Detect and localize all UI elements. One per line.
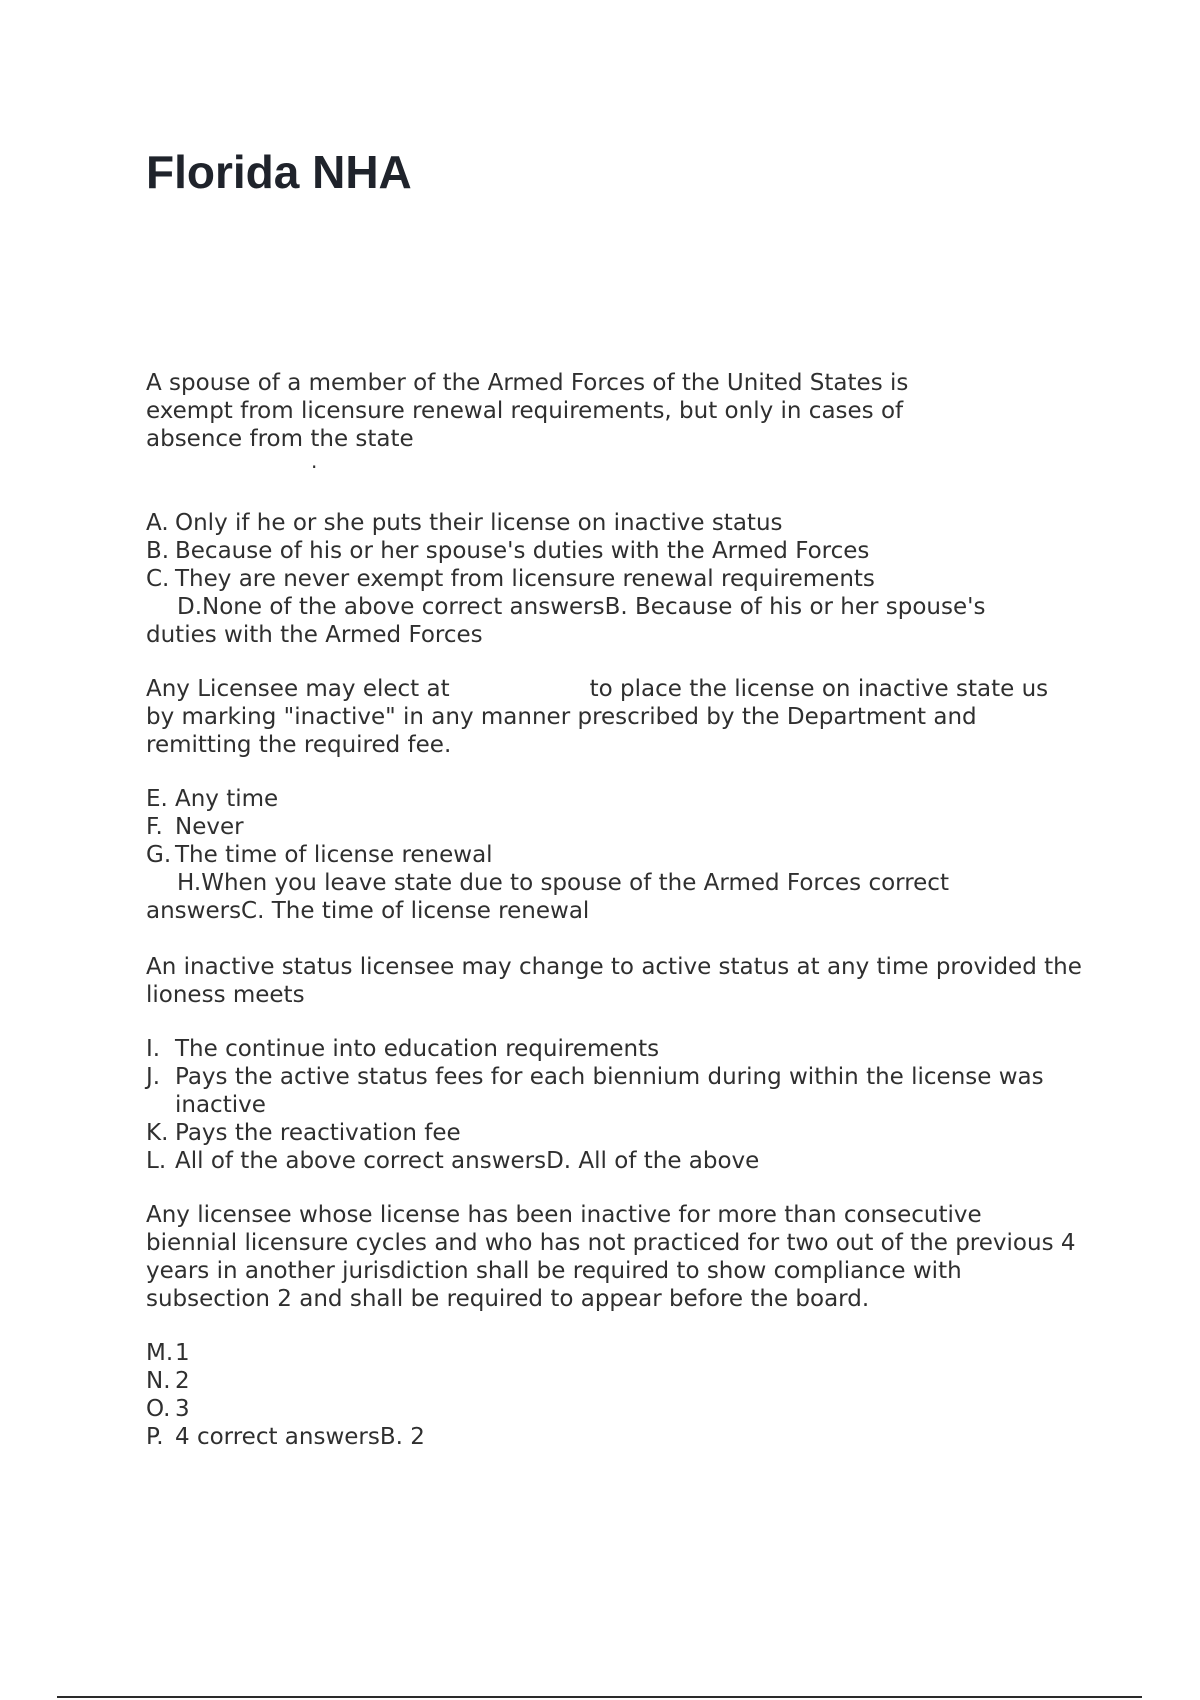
question-2-prompt-end: to place the license on inactive state us by marking "inactive" in any manner prescribed by the Department and remitting the required fee. [146, 676, 1049, 758]
option-i [146, 1035, 1106, 1063]
option-label: P. [146, 1424, 164, 1450]
option-text: All of the above correct answersD. All of the above [175, 1148, 760, 1174]
option-g [146, 841, 1106, 869]
option-label: C. [146, 566, 170, 592]
option-label: F. [146, 814, 163, 840]
option-text: 2 [175, 1368, 190, 1394]
option-label: O. [146, 1396, 171, 1422]
question-1-prompt: A spouse of a member of the Armed Forces of the United States is exempt from licensure renewal requirements, but only in cases of absence from the state [146, 370, 909, 452]
option-text: Because of his or her spouse's duties with the Armed Forces [175, 538, 870, 564]
option-h-with-answer: H.When you leave state due to spouse of the Armed Forces correct answersC. The time of license renewal [146, 870, 949, 924]
option-o [146, 1395, 1106, 1423]
option-p [146, 1423, 1106, 1451]
option-label: M. [146, 1340, 174, 1366]
option-label: J. [146, 1064, 161, 1090]
question-3-prompt: An inactive status licensee may change to active status at any time provided the lioness meets [146, 954, 1082, 1008]
option-label: L. [146, 1148, 167, 1174]
option-text: The time of license renewal [175, 842, 493, 868]
option-label: A. [146, 510, 169, 536]
option-text: 4 correct answersB. 2 [175, 1424, 425, 1450]
option-k [146, 1119, 1106, 1147]
option-text: Only if he or she puts their license on inactive status [175, 510, 783, 536]
option-text: Pays the reactivation fee [175, 1120, 461, 1146]
question-2-prompt [146, 675, 1066, 759]
option-m [146, 1339, 1106, 1367]
option-label: N. [146, 1368, 171, 1394]
option-text: 1 [175, 1340, 190, 1366]
option-d-with-answer: D.None of the above correct answersB. Because of his or her spouse's duties with the Armed Forces [146, 594, 986, 648]
footer-divider [57, 1696, 1142, 1698]
option-l [146, 1147, 1106, 1175]
option-label: E. [146, 786, 168, 812]
option-text: They are never exempt from licensure renewal requirements [175, 566, 875, 592]
option-label: G. [146, 842, 172, 868]
option-f [146, 813, 1106, 841]
document-body [146, 369, 1106, 1451]
option-text: 3 [175, 1396, 190, 1422]
option-a [146, 509, 1106, 537]
option-text: The continue into education requirements [175, 1036, 660, 1062]
option-c [146, 565, 1106, 593]
option-j [146, 1063, 1046, 1119]
option-text: Any time [175, 786, 279, 812]
question-4-prompt: Any licensee whose license has been inactive for more than consecutive biennial licensure cycles and who has not practiced for two out of the previous 4 years in another jurisdiction shall be required to show compliance with subsection 2 and shall be required to appear before the board. [146, 1202, 1076, 1312]
page-title: Florida NHA [146, 146, 412, 198]
question-1-mark: . [311, 449, 318, 473]
option-text: Never [175, 814, 244, 840]
option-b [146, 537, 1106, 565]
option-label: I. [146, 1036, 161, 1062]
option-text: Pays the active status fees for each biennium during within the license was inactive [175, 1064, 1044, 1118]
option-label: B. [146, 538, 170, 564]
option-n [146, 1367, 1106, 1395]
option-e [146, 785, 1106, 813]
option-label: K. [146, 1120, 169, 1146]
question-2-prompt-start: Any Licensee may elect at [146, 676, 450, 702]
